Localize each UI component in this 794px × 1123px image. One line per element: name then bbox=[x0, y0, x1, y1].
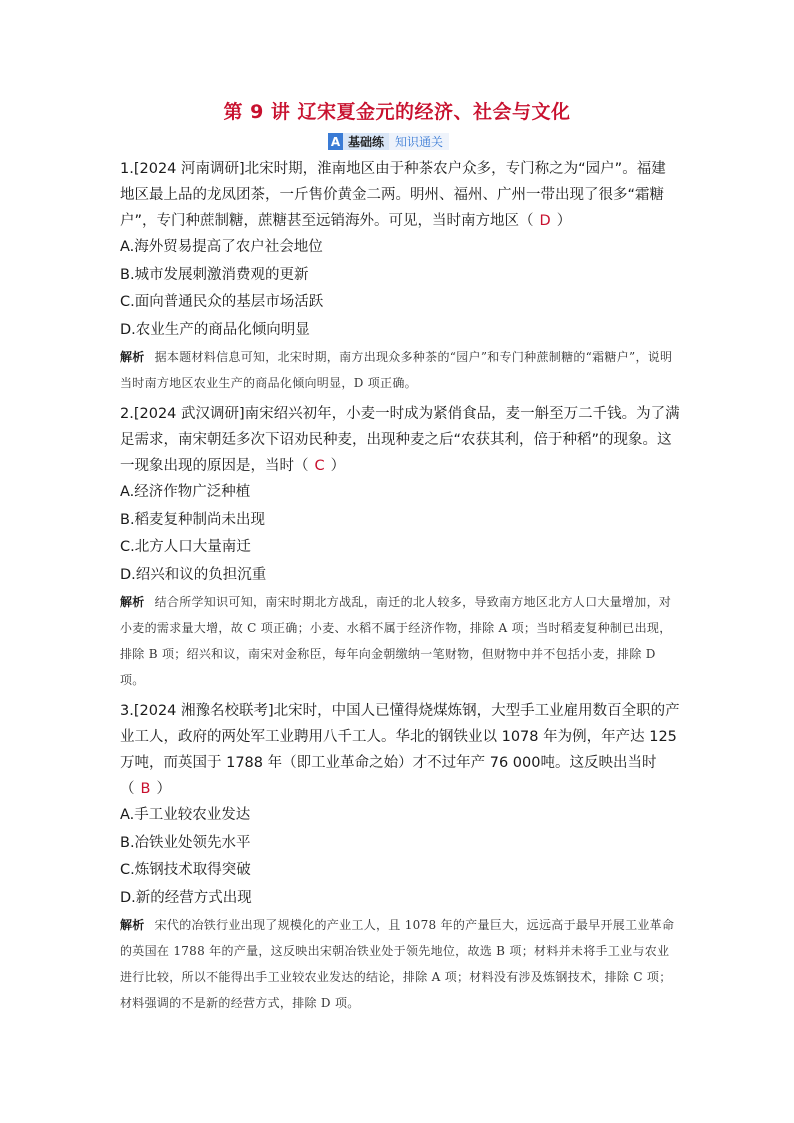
question-text: 北宋时期，淮南地区由于种茶农户众多，专门称之为“园户”。福建地区最上品的龙凤团茶，一斤售价黄金二两。明州、福州、广州一带出现了很多“霜糖户”，专门种蔗制糖，蔗糖甚至远销海外。可见，当时南方地区（ bbox=[120, 161, 666, 229]
question-list bbox=[120, 156, 680, 1018]
option-a: A.经济作物广泛种植 bbox=[120, 484, 251, 500]
badge-letter: A bbox=[328, 133, 343, 150]
option-d: D.农业生产的商品化倾向明显 bbox=[120, 321, 310, 338]
badge-label-basic: 基础练 bbox=[343, 133, 389, 150]
question-source: [2024 武汉调研] bbox=[133, 406, 245, 422]
section-badge bbox=[328, 133, 449, 150]
option-a: A.海外贸易提高了农户社会地位 bbox=[120, 239, 323, 255]
question-number: 3. bbox=[120, 703, 134, 719]
question-source: [2024 河南调研] bbox=[133, 161, 245, 177]
explanation bbox=[120, 912, 680, 1016]
option-d: D.新的经营方式出现 bbox=[120, 889, 252, 906]
answer-letter: B bbox=[140, 781, 151, 797]
option-b: B.冶铁业处领先水平 bbox=[120, 834, 251, 851]
explanation-text: 宋代的冶铁行业出现了规模化的产业工人，且 1078 年的产量巨大，远远高于最早开展工业革命的英国在 1788 年的产量，这反映出宋朝冶铁业处于领先地位，故选 B 项；材料并未将手工业与农业进行比较，所以不能得出手工业较农业发达的结论，排除 A 项；材料没有涉及炼钢技术，排除 C 项；材料强调的不是新的经营方式，排除 D 项。 bbox=[120, 918, 675, 1010]
explanation-text: 据本题材料信息可知，北宋时期，南方出现众多种茶的“园户”和专门种蔗制糖的“霜糖户”，说明当时南方地区农业生产的商品化倾向明显，D 项正确。 bbox=[120, 350, 673, 390]
question-stem bbox=[120, 156, 680, 234]
question-2 bbox=[120, 401, 680, 693]
question-text: 北宋时，中国人已懂得烧煤炼钢，大型手工业雇用数百全职的产业工人，政府的两处军工业聘用八千工人。华北的钢铁业以 1078 年为例，年产达 125万吨，而英国于 1788 年（即工业革命之始）才不过年产 76 000吨。这反映出当时（ bbox=[120, 703, 680, 797]
option-c: C.炼钢技术取得突破 bbox=[120, 862, 251, 878]
option-a: A.手工业较农业发达 bbox=[120, 807, 251, 823]
badge-label-knowledge: 知识通关 bbox=[389, 133, 449, 150]
question-number: 2. bbox=[120, 406, 134, 422]
question-number: 1. bbox=[120, 161, 134, 177]
question-text: 南宋绍兴初年，小麦一时成为紧俏食品，麦一斛至万二千钱。为了满足需求，南宋朝廷多次下诏劝民种麦，出现种麦之后“农获其利，倍于种稻”的现象。这一现象出现的原因是，当时（ bbox=[120, 406, 680, 474]
page-title: 第 9 讲 辽宋夏金元的经济、社会与文化 bbox=[223, 101, 571, 123]
question-3 bbox=[120, 698, 680, 1016]
explanation-text: 结合所学知识可知，南宋时期北方战乱，南迁的北人较多，导致南方地区北方人口大量增加，对小麦的需求量大增，故 C 项正确；小麦、水稻不属于经济作物，排除 A 项；当时稻麦复种制已出现，排除 B 项；绍兴和议，南宋对金称臣，每年向金朝缴纳一笔财物，但财物中并不包括小麦，排除 D 项。 bbox=[120, 595, 672, 687]
option-b: B.城市发展刺激消费观的更新 bbox=[120, 266, 309, 283]
explanation-label: 解析 bbox=[120, 918, 145, 932]
option-c: C.北方人口大量南迁 bbox=[120, 539, 251, 555]
option-d: D.绍兴和议的负担沉重 bbox=[120, 566, 267, 583]
explanation bbox=[120, 589, 680, 693]
question-text-end: ） bbox=[156, 781, 171, 797]
answer-letter: C bbox=[314, 458, 325, 474]
explanation-label: 解析 bbox=[120, 595, 145, 609]
question-stem bbox=[120, 401, 680, 479]
question-text-end: ） bbox=[556, 213, 572, 229]
explanation bbox=[120, 344, 680, 396]
explanation-label: 解析 bbox=[120, 350, 145, 364]
option-c: C.面向普通民众的基层市场活跃 bbox=[120, 294, 324, 310]
question-source: [2024 湘豫名校联考] bbox=[133, 703, 274, 719]
question-stem bbox=[120, 698, 680, 802]
option-b: B.稻麦复种制尚未出现 bbox=[120, 511, 266, 528]
answer-letter: D bbox=[539, 213, 551, 229]
question-text-end: ） bbox=[330, 458, 346, 474]
question-1 bbox=[120, 156, 680, 396]
